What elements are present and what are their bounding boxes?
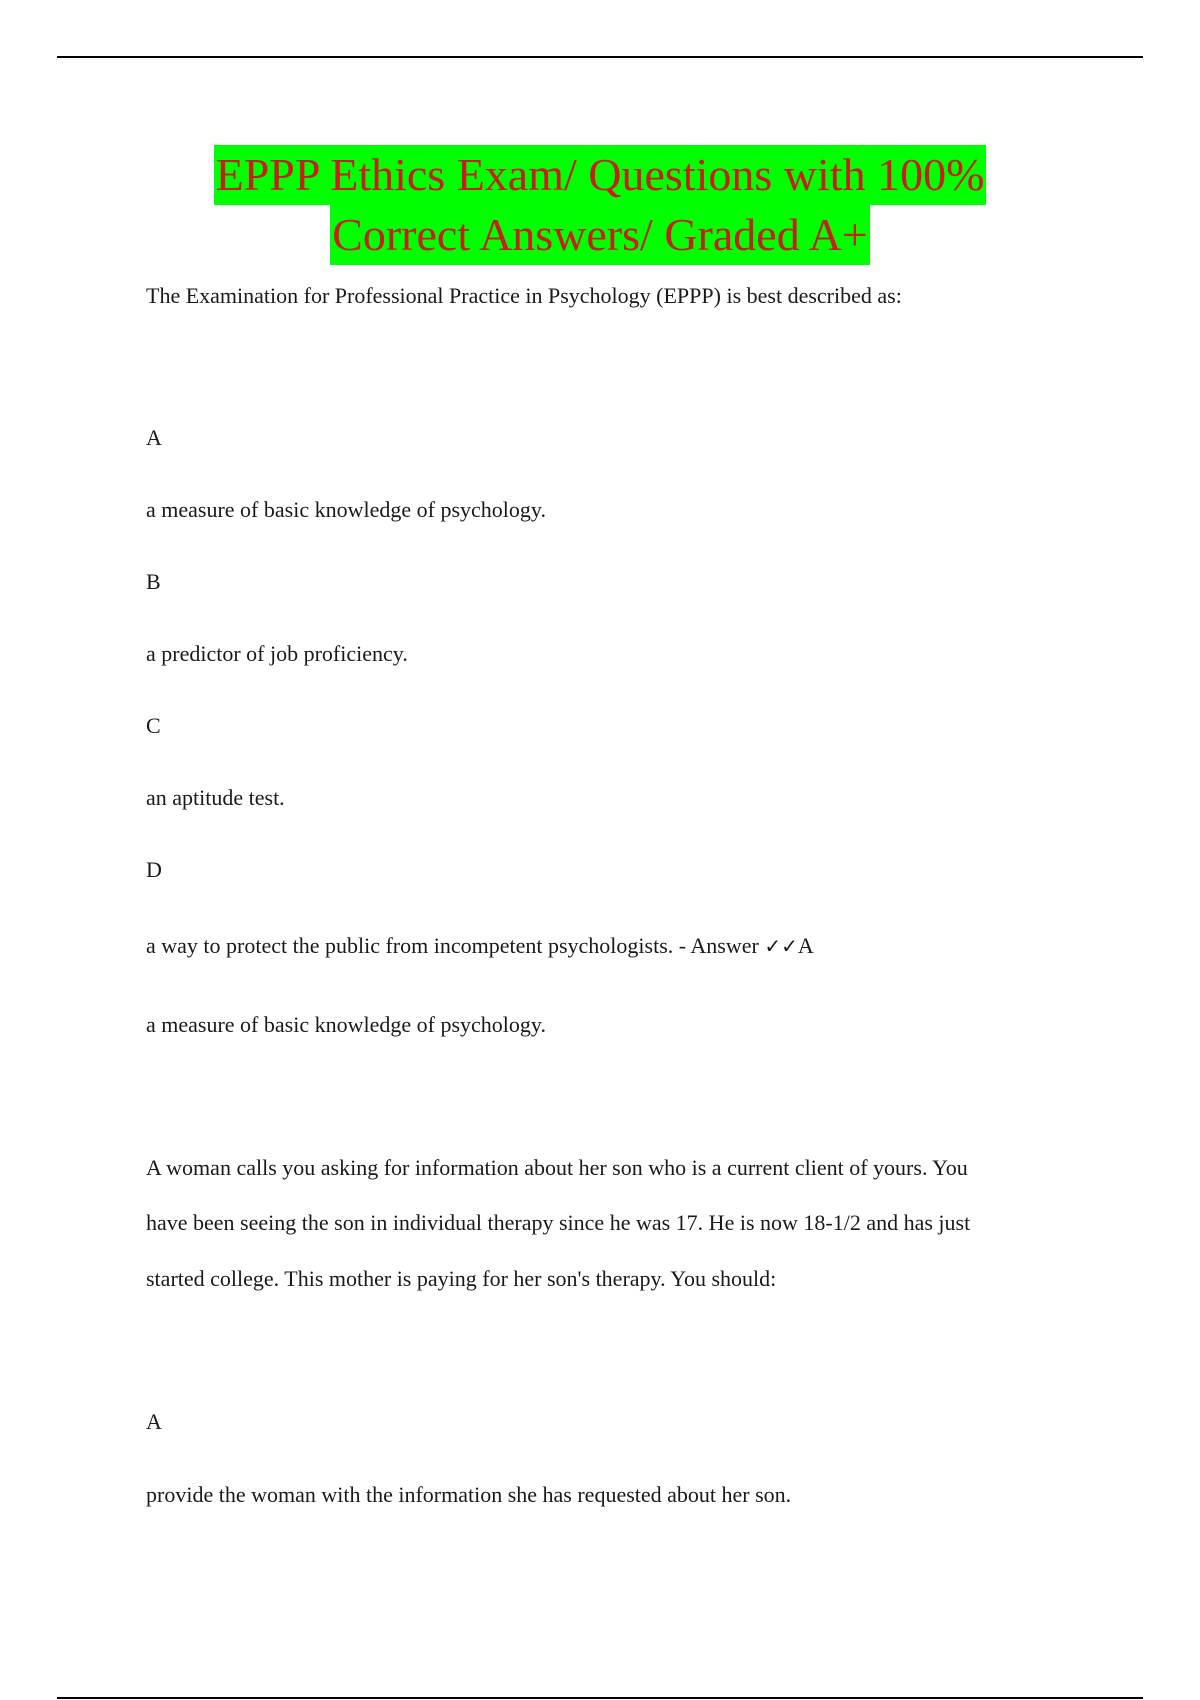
- question-2-prompt-line-3: started college. This mother is paying for her son's therapy. You should:: [146, 1266, 777, 1291]
- question-1-option-c-text: an aptitude test.: [146, 785, 285, 810]
- question-1-option-c-letter: C: [146, 713, 161, 738]
- answer-letter: A: [797, 933, 814, 958]
- question-2-prompt-line-2: have been seeing the son in individual therapy since he was 17. He is now 18-1/2 and has just: [146, 1210, 971, 1235]
- question-2-option-a-text: provide the woman with the information she has requested about her son.: [146, 1482, 792, 1507]
- question-1-option-d-letter: D: [146, 857, 162, 882]
- question-1-answer-text: a measure of basic knowledge of psychology.: [146, 1012, 546, 1037]
- double-check-icon: ✓✓: [764, 934, 798, 958]
- question-1-option-d-answer-line: [146, 918, 814, 974]
- answer-prefix: - Answer: [673, 933, 765, 958]
- bottom-rule: [57, 1697, 1143, 1699]
- question-2-prompt-line-1: A woman calls you asking for information about her son who is a current client of yours. You: [146, 1155, 968, 1180]
- question-1-option-a-text: a measure of basic knowledge of psychology.: [146, 497, 546, 522]
- document-title: [0, 145, 1200, 265]
- question-1-prompt: The Examination for Professional Practice in Psychology (EPPP) is best described as:: [146, 283, 902, 308]
- question-1-option-b-letter: B: [146, 569, 161, 594]
- question-1-option-b-text: a predictor of job proficiency.: [146, 641, 408, 666]
- question-1-option-a-letter: A: [146, 425, 162, 450]
- title-line-2: Correct Answers/ Graded A+: [330, 205, 870, 265]
- question-2-option-a-letter: A: [146, 1409, 162, 1434]
- top-rule: [57, 56, 1143, 58]
- question-1-option-d-text: a way to protect the public from incompetent psychologists.: [146, 933, 674, 958]
- title-line-1: EPPP Ethics Exam/ Questions with 100%: [214, 145, 987, 205]
